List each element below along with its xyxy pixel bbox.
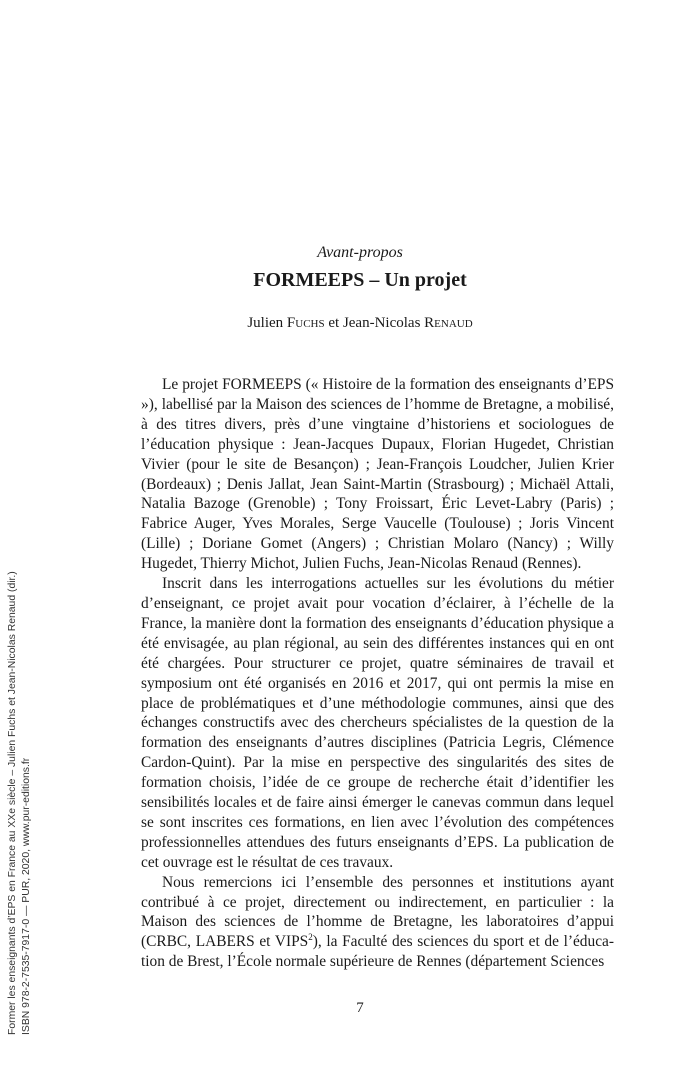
page-number: 7 [356,1000,364,1016]
section-kicker: Avant-propos [317,244,403,261]
body-text [141,375,614,972]
author-conjunction: et [324,315,343,331]
paragraph-2: Inscrit dans les interrogations actuelles sur les évolutions du métier d’enseignant, ce projet avait pour vocation d’éclairer, à l’échelle de la France, la manière dont la formation des enseignants d’éducation physique a été envisagée, au plan régional, au sein des différentes instances qui en ont été chargées. Pour structurer ce projet, quatre séminaires de travail et symposium ont été organisés en 2016 et 2017, qui ont permis la mise en place de problématiques et d’une méthodologie communes, ainsi que des échanges constructifs avec des chercheurs spécialistes de la question de la formation des enseignants d’autres disciplines (Patricia Legris, Clémence Cardon-Quint). Par la mise en perspective des singularités des sites de formation choisis, l’idée de ce groupe de recherche était d’identifier les sensibilités locales et de faire ainsi émerger le canevas commun dans lequel se sont inscrites ces formations, en lien avec l’évolution des compétences professionnelles attendues des futurs enseignants d’EPS. La publication de cet ouvrage est le résultat de ces travaux. [141,575,614,871]
paragraph-3 [141,873,614,973]
side-credit [6,495,33,1035]
author-1-last-name: Fuchs [286,315,325,331]
paragraph-3-text-a: Nous remercions ici l’ensemble des personnes et institutions ayant contribué à ce projet, directement ou indirectement, en particulier : la Maison des sciences de l’homme de Bretagne, les laboratoires d’appui (CRBC, LABERS et VIPS [141,873,614,951]
footnote-ref-2[interactable]: 2 [308,932,313,943]
chapter-title: FORMEEPS – Un projet [253,269,467,291]
paragraph-1: Le projet FORMEEPS (« Histoire de la formation des enseignants d’EPS »), labellisé par la Maison des sciences de l’homme de Bretagne, a mobilisé, à des titres divers, près d’une vingtaine d’historiens et sociologues de l’éducation physique : Jean-Jacques Dupaux, Florian Hugedet, Christian Vivier (pour le site de Besançon) ; Jean-François Loudcher, Julien Krier (Bordeaux) ; Denis Jallat, Jean Saint-Martin (Strasbourg) ; Michaël Attali, Natalia Bazoge (Grenoble) ; Tony Froissart, Éric Levet-Labry (Paris) ; Fabrice Auger, Yves Morales, Serge Vaucelle (Toulouse) ; Joris Vincent (Lille) ; Doriane Gomet (Angers) ; Christian Molaro (Nancy) ; Willy Hugedet, Thierry Michot, Julien Fuchs, Jean-Nicolas Renaud (Rennes). [141,376,614,573]
author-1-first-name: Julien [247,315,287,331]
side-credit-line-2: ISBN 978-2-7535-7917-0 — PUR, 2020, www.pur-editions.fr [20,757,32,1035]
author-line [0,313,700,333]
side-credit-line-1: Former les enseignants d’EPS en France au XXe siècle – Julien Fuchs et Jean-Nicolas Renaud (dir.) [7,571,18,1035]
author-2-last-name: Renaud [424,315,473,331]
author-2-first-name: Jean-Nicolas [342,315,425,331]
paragraph-3-text-b: ), la Faculté des sciences du sport et de l’éducation de Brest, l’École normale supérieure de Rennes (département Sciences [141,933,614,971]
